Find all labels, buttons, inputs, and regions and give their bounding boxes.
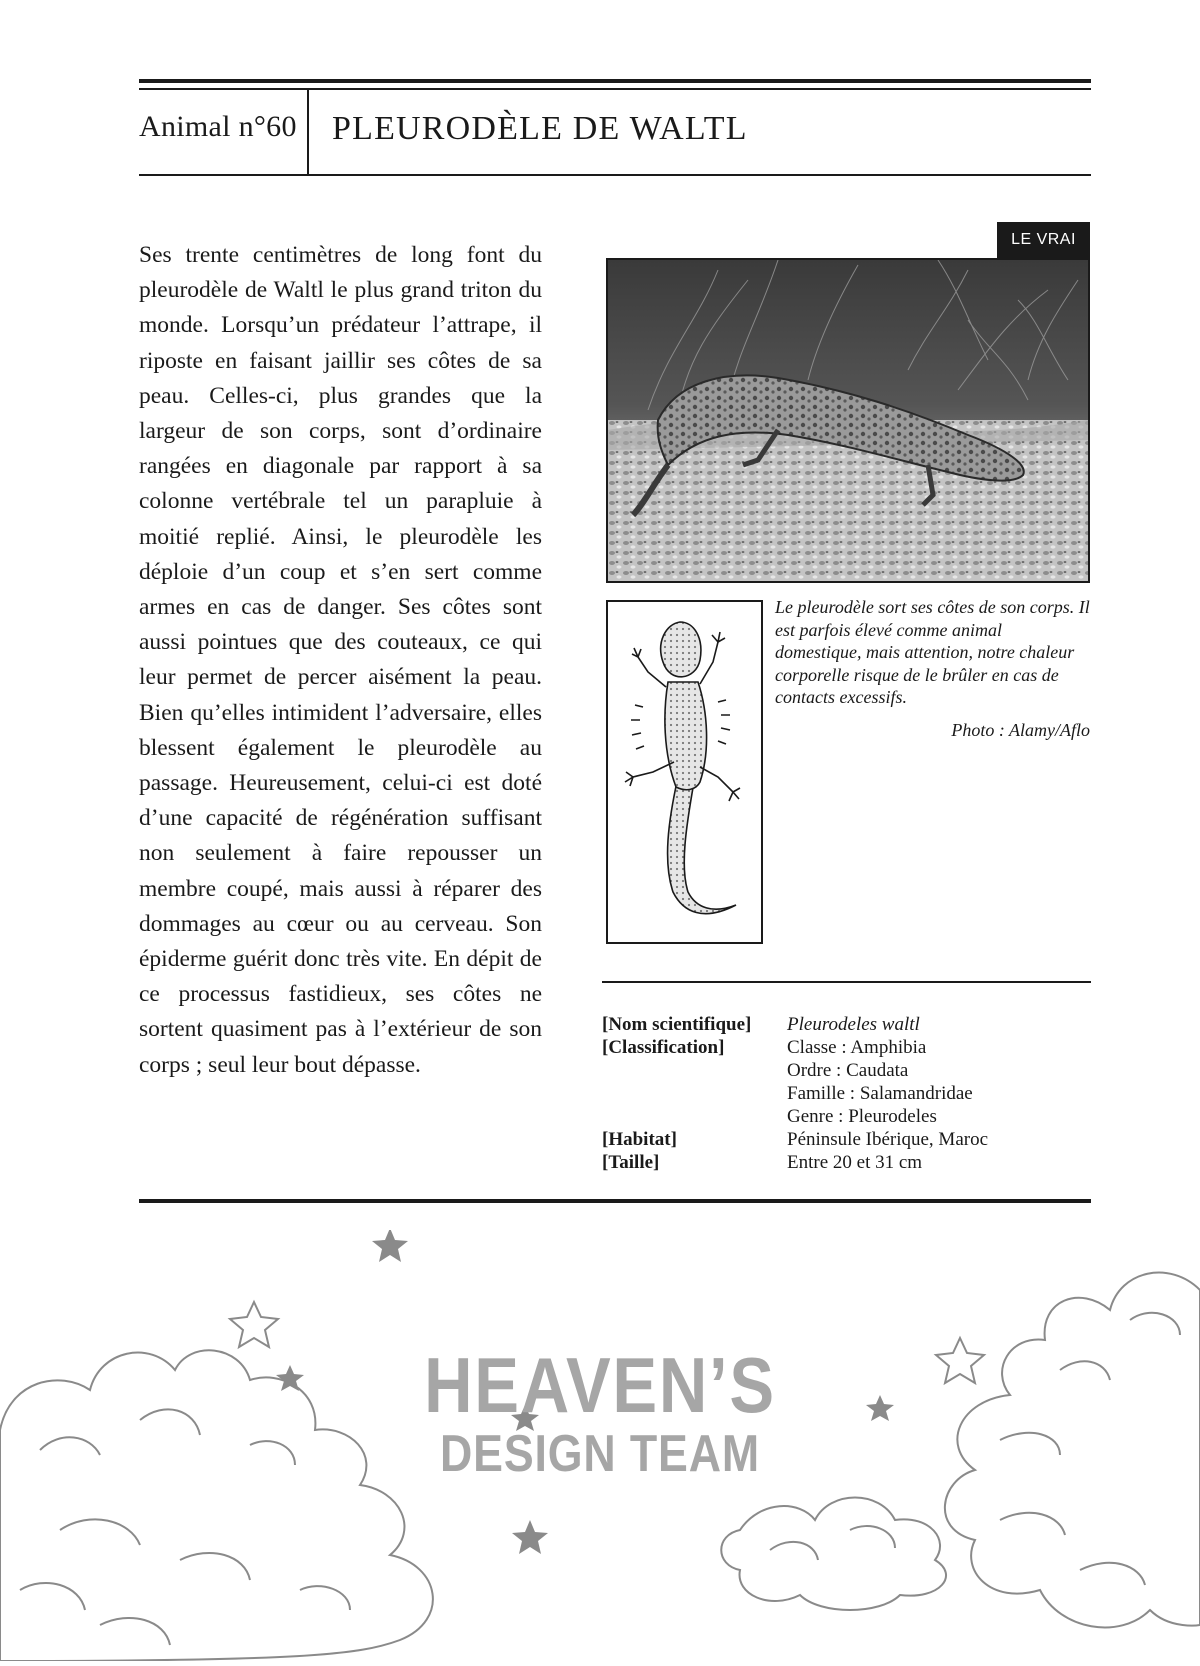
heavens-design-team-logo xyxy=(0,1341,1200,1483)
le-vrai-badge: LE VRAI xyxy=(997,222,1090,258)
header-top-rule-thick xyxy=(139,79,1091,83)
size-label: [Taille] xyxy=(602,1152,660,1173)
page-title: PLEURODÈLE DE WALTL xyxy=(332,110,748,147)
body-text: Ses trente centimètres de long font du pleurodèle de Waltl le plus grand triton du monde. Lorsqu’un prédateur l’attrape, il riposte en faisant jaillir ses côtes de sa peau. Celles-ci, plus grandes que la largeur de son corps, sont d’ordinaire rangées en diagonale par rapport à sa colonne vertébrale tel un parapluie à moitié replié. Ainsi, le pleurodèle les déploie d’un coup et s’en sert comme armes en cas de danger. Ses côtes sont aussi pointues que des couteaux, ce qui leur permet de percer aisément la peau. Bien qu’elles intimident l’adversaire, elles blessent également le pleurodèle au passage. Heureusement, celui-ci est doté d’une capacité de régénération suffisant non seulement à faire repousser un membre coupé, mais aussi à réparer des dommages au cœur ou au cerveau. Son épiderme guérit donc très vite. En dépit de ce processus fastidieux, ses côtes ne sortent quasiment pas à l’extérieur de son corps ; seul leur bout dépasse. xyxy=(139,242,542,1078)
logo-line-1: HEAVEN’S xyxy=(424,1341,776,1429)
class-value: Classe : Amphibia xyxy=(787,1037,927,1058)
animal-number: Animal n°60 xyxy=(139,110,297,143)
photo-credit: Photo : Alamy/Aflo xyxy=(951,720,1090,740)
newt-illustration xyxy=(606,600,763,944)
header-divider xyxy=(307,90,309,175)
footer-rule xyxy=(139,1199,1091,1203)
logo-line-2: DESIGN TEAM xyxy=(439,1425,761,1483)
size-value: Entre 20 et 31 cm xyxy=(787,1152,923,1173)
habitat-label: [Habitat] xyxy=(602,1129,677,1150)
family-value: Famille : Salamandridae xyxy=(787,1083,973,1104)
newt-photo xyxy=(606,258,1090,583)
scientific-name-label: [Nom scientifique] xyxy=(602,1014,752,1035)
order-value: Ordre : Caudata xyxy=(787,1060,909,1081)
classification-label: [Classification] xyxy=(602,1037,725,1058)
header-top-rule-thin xyxy=(139,88,1091,90)
scientific-name: Pleurodeles waltl xyxy=(787,1014,920,1035)
specs-top-rule xyxy=(602,981,1091,983)
photo-caption: Le pleurodèle sort ses côtes de son corps. Il est parfois élevé comme animal domestique, mais attention, notre chaleur corporelle risque de le brûler en cas de contacts excessifs. xyxy=(775,597,1090,708)
header-bottom-rule xyxy=(139,174,1091,176)
genus-value: Genre : Pleurodeles xyxy=(787,1106,937,1127)
habitat-value: Péninsule Ibérique, Maroc xyxy=(787,1129,989,1150)
